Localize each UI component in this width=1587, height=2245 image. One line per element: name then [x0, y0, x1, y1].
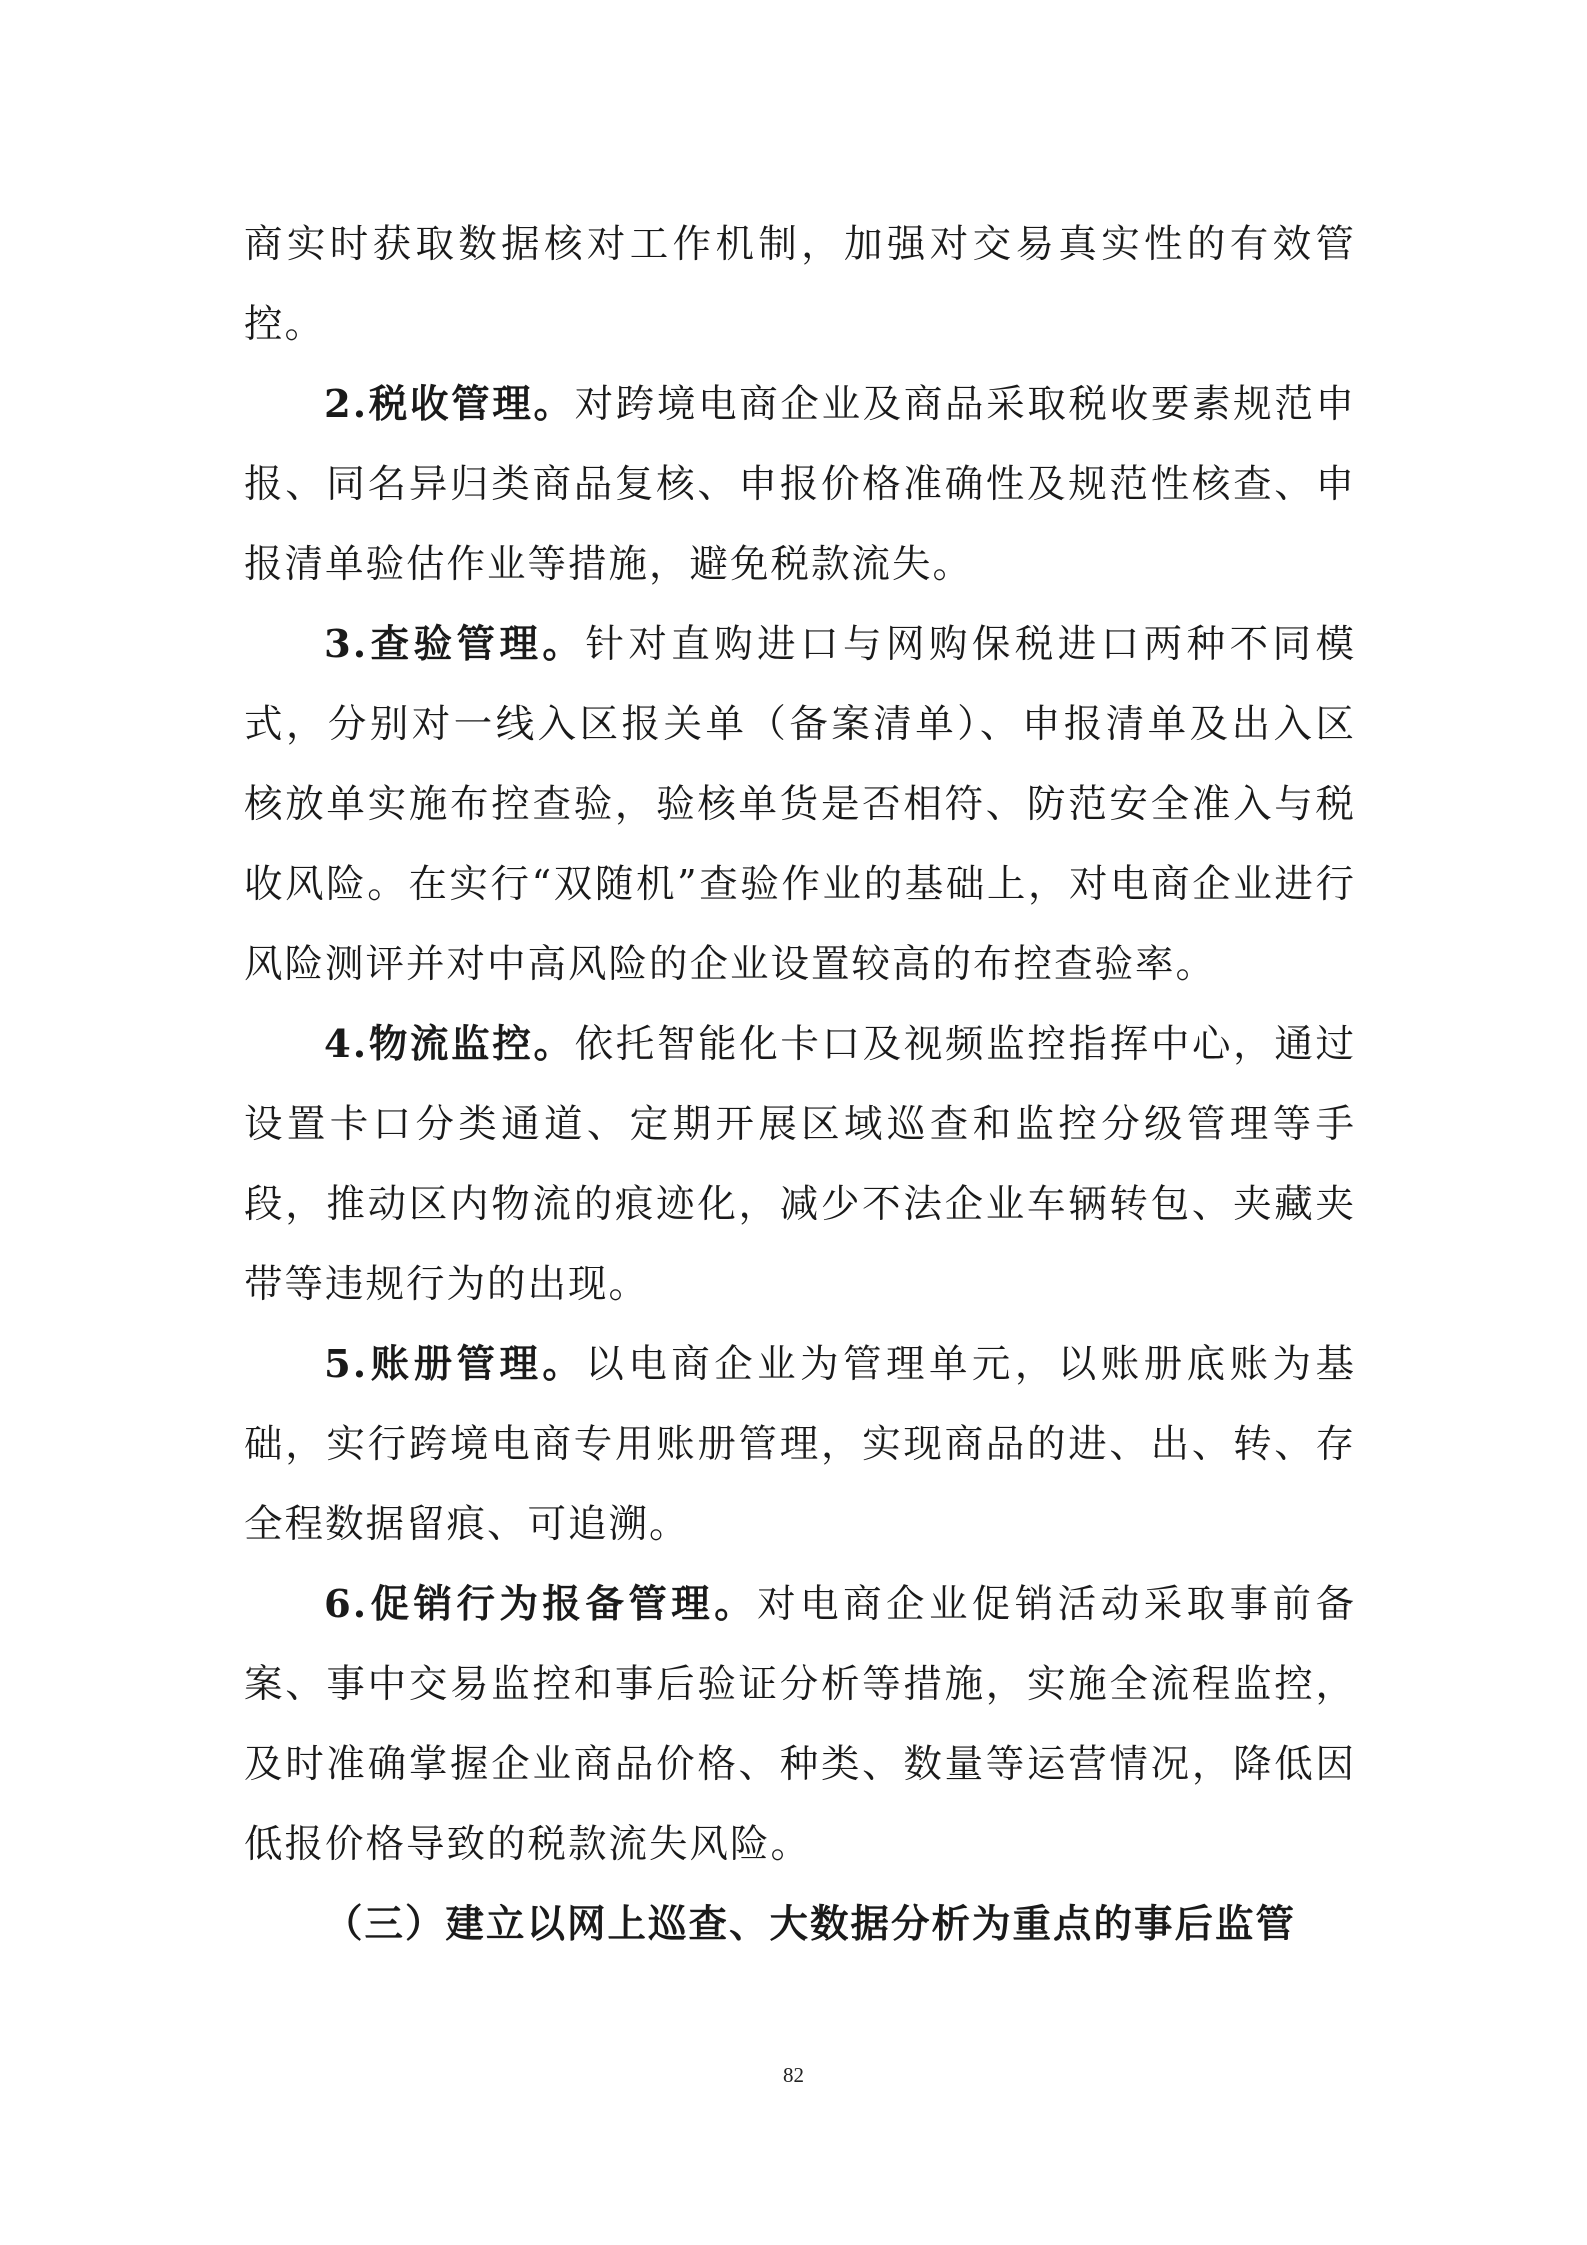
paragraph-text: 对跨境电商企业及商品采取税收要素规范申报、同名异归类商品复核、申报价格准确性及规范性核查、申报清单验估作业等措施，避免税款流失。: [244, 382, 1356, 587]
paragraph-lead: 3.查验管理。: [324, 622, 586, 667]
section-heading: （三）建立以网上巡查、大数据分析为重点的事后监管: [324, 1902, 1297, 1947]
paragraph-lead: 6.促销行为报备管理。: [324, 1582, 758, 1627]
paragraph-text: 针对直购进口与网购保税进口两种不同模式，分别对一线入区报关单（备案清单）、申报清单及出入区核放单实施布控查验，验核单货是否相符、防范安全准入与税收风险。在实行“双随机”查验作业的基础上，对电商企业进行风险测评并对中高风险的企业设置较高的布控查验率。: [244, 622, 1356, 987]
body-text: [244, 205, 1356, 1965]
paragraph-text: 对电商企业促销活动采取事前备案、事中交易监控和事后验证分析等措施，实施全流程监控，及时准确掌握企业商品价格、种类、数量等运营情况，降低因低报价格导致的税款流失风险。: [244, 1582, 1356, 1867]
paragraph-continuation: [244, 205, 1356, 365]
paragraph-inspection-management: [244, 605, 1356, 1005]
paragraph-text: 依托智能化卡口及视频监控指挥中心，通过设置卡口分类通道、定期开展区域巡查和监控分级管理等手段，推动区内物流的痕迹化，减少不法企业车辆转包、夹藏夹带等违规行为的出现。: [244, 1022, 1356, 1307]
paragraph-ledger-management: [244, 1325, 1356, 1565]
paragraph-lead: 5.账册管理。: [324, 1342, 586, 1387]
paragraph-text: 商实时获取数据核对工作机制，加强对交易真实性的有效管控。: [244, 222, 1356, 347]
paragraph-lead: 2.税收管理。: [324, 382, 575, 427]
paragraph-text: 以电商企业为管理单元，以账册底账为基础，实行跨境电商专用账册管理，实现商品的进、出、转、存全程数据留痕、可追溯。: [244, 1342, 1356, 1547]
page-number: 82: [783, 2063, 804, 2087]
paragraph-lead: 4.物流监控。: [324, 1022, 575, 1067]
paragraph-logistics-monitoring: [244, 1005, 1356, 1325]
paragraph-promotion-filing: [244, 1565, 1356, 1885]
paragraph-tax-management: [244, 365, 1356, 605]
